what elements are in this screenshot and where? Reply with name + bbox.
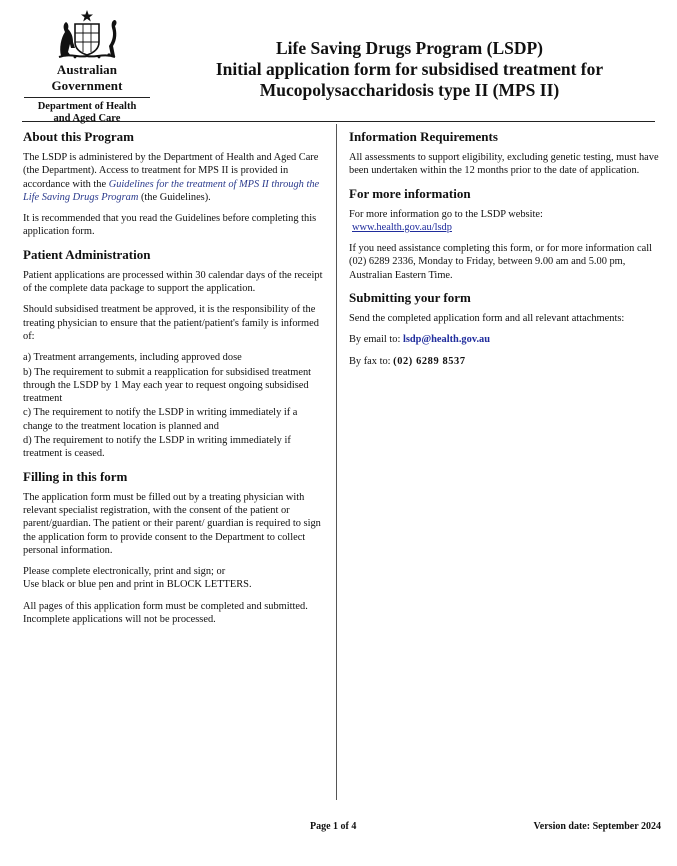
about-paragraph-1 bbox=[23, 151, 328, 204]
title-line-2: Initial application form for subsidised treatment for bbox=[215, 59, 604, 79]
website-link[interactable]: www.health.gov.au/lsdp bbox=[352, 221, 452, 233]
more-info-paragraph-2: If you need assistance completing this form, or for more information call (02) 6289 2336, Monday to Friday, between 9.00 am and 5.00 pm, Australian Eastern Time. bbox=[349, 243, 652, 281]
about-text-b: (the Guidelines). bbox=[138, 191, 211, 203]
submitting-heading: Submitting your form bbox=[349, 290, 471, 306]
info-requirements-paragraph: All assessments to support eligibility, excluding genetic testing, must have been undertaken within the 12 months prior to the date of application. bbox=[349, 152, 659, 177]
submitting-paragraph: Send the completed application form and all relevant attachments: bbox=[349, 313, 625, 325]
filling-paragraph-3: All pages of this application form must be completed and submitted. Incomplete applications will not be processed. bbox=[23, 600, 308, 626]
filling-instruction-line1: Please complete electronically, print and sign; or bbox=[23, 566, 226, 578]
logo-divider bbox=[24, 97, 150, 98]
right-column bbox=[349, 129, 659, 376]
title-line-1: Life Saving Drugs Program (LSDP) bbox=[275, 38, 544, 58]
filling-heading: Filling in this form bbox=[23, 468, 128, 484]
department-name-line2: and Aged Care bbox=[53, 113, 121, 124]
email-link[interactable]: lsdp@health.gov.au bbox=[402, 334, 491, 346]
patient-admin-paragraph-2: Should subsidised treatment be approved, it is the responsibility of the treating physician to ensure that the patient/patient's family is informed of: bbox=[23, 304, 319, 342]
department-name-line1: Department of Health bbox=[37, 101, 137, 112]
guidelines-link[interactable]: Guidelines for the treatment of MPS II through the Life Saving Drugs Program bbox=[23, 178, 320, 203]
website-link-row bbox=[349, 221, 659, 234]
coat-of-arms-icon bbox=[51, 8, 123, 60]
fax-row bbox=[349, 355, 659, 368]
government-name: Australian Government bbox=[51, 62, 123, 93]
filling-instruction-line2: Use black or blue pen and print in BLOCK LETTERS. bbox=[23, 579, 252, 591]
document-title bbox=[160, 38, 659, 101]
patient-admin-paragraph-1: Patient applications are processed within 30 calendar days of the receipt of the complete data package to support the application. bbox=[23, 269, 323, 295]
about-text-a: The LSDP is administered by the Department of Health and Aged Care (the Department). Access to treatment for MPS II is provided in accordance with the bbox=[23, 152, 319, 190]
filling-paragraph-1: The application form must be filled out by a treating physician with relevant specialist registration, with the consent of the patient or parent/guardian. The patient or their parent/ guardian is required to sign the application form to provide consent to the Department to collect personal information. bbox=[23, 491, 321, 556]
about-paragraph-2: It is recommended that you read the Guidelines before completing this application form. bbox=[23, 213, 317, 238]
version-date: Version date: September 2024 bbox=[533, 821, 661, 832]
list-item: d) The requirement to notify the LSDP in writing immediately if treatment is ceased. bbox=[23, 435, 291, 460]
header-divider bbox=[22, 121, 655, 122]
list-item: c) The requirement to notify the LSDP in writing immediately if a change to the treatment location is planned and bbox=[23, 407, 298, 432]
list-item: a) Treatment arrangements, including approved dose bbox=[23, 352, 242, 364]
about-heading: About this Program bbox=[23, 129, 134, 144]
column-divider bbox=[336, 124, 337, 800]
list-item: b) The requirement to submit a reapplication for subsidised treatment through the LSDP by 1 May each year to request ongoing subsidised treatment bbox=[23, 366, 312, 405]
info-requirements-heading: Information Requirements bbox=[349, 129, 498, 144]
email-row bbox=[349, 333, 659, 346]
more-info-paragraph-1: For more information go to the LSDP website: bbox=[349, 208, 543, 220]
fax-number: (02) 6289 8537 bbox=[393, 355, 466, 367]
fax-label: By fax to: bbox=[349, 355, 394, 367]
government-logo bbox=[22, 8, 152, 125]
more-info-heading: For more information bbox=[349, 185, 471, 201]
patient-admin-list bbox=[23, 351, 328, 460]
email-label: By email to: bbox=[349, 334, 403, 346]
page-number: Page 1 of 4 bbox=[310, 821, 357, 832]
left-column bbox=[23, 129, 328, 634]
title-line-3: Mucopolysaccharidosis type II (MPS II) bbox=[259, 80, 560, 100]
patient-admin-heading: Patient Administration bbox=[23, 246, 151, 262]
